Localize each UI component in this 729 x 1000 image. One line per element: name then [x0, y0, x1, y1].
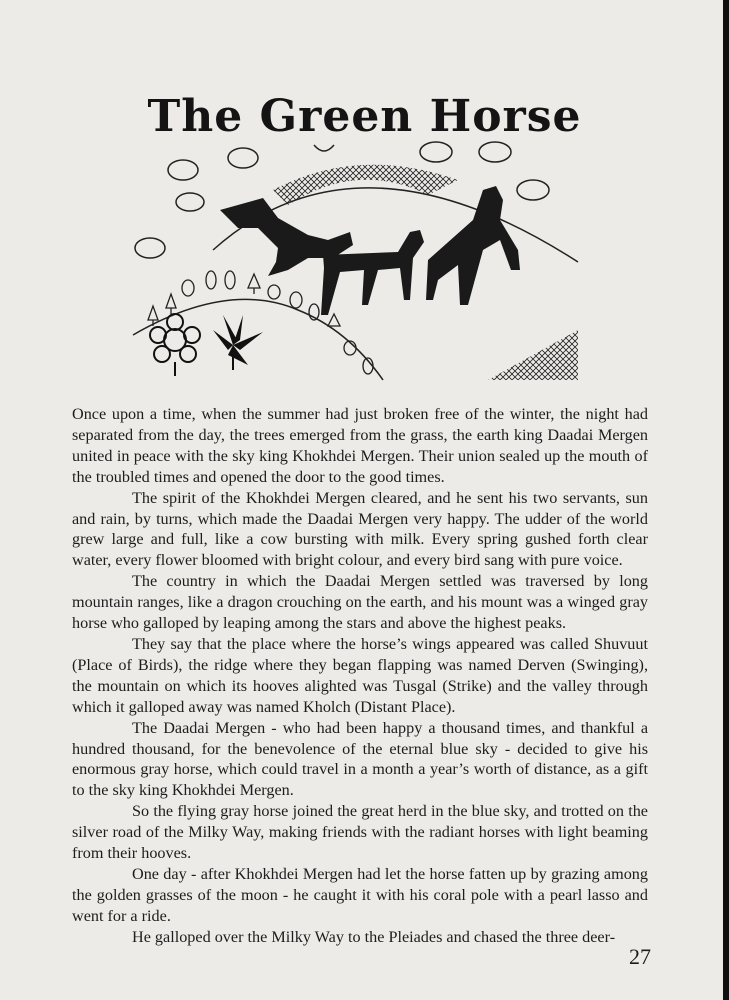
flower-icon [150, 314, 200, 376]
paragraph: One day - after Khokhdei Mergen had let the horse fatten up by grazing among the golden grasses of the moon - he caught it with his coral pole with a pearl lasso and went for a ride. [72, 864, 648, 925]
paragraph: Once upon a time, when the summer had just broken free of the winter, the night had separated from the day, the trees emerged from the grass, the earth king Daadai Mergen united in peace with the sky king Khokhdei Mergen. Their union sealed up the mouth of the troubled times and opened the door to the good times. [72, 405, 648, 486]
lotus-icon [213, 315, 263, 370]
paragraph: The country in which the Daadai Mergen settled was traversed by long mountain ranges, like a dragon crouching on the earth, and his mount was a winged gray horse who galloped by leaping among the stars and above the highest peaks. [72, 572, 648, 633]
paragraph: So the flying gray horse joined the great herd in the blue sky, and trotted on the silver road of the Milky Way, making friends with the radiant horses with light beaming from their hooves. [72, 802, 648, 863]
paragraph: The Daadai Mergen - who had been happy a thousand times, and thankful a hundred thousand, for the benevolence of the eternal blue sky - decided to give his enormous gray horse, which could travel in a month a year’s worth of distance, as a gift to the sky king Khokhdei Mergen. [72, 718, 648, 800]
paragraph: They say that the place where the horse’s wings appeared was called Shuvuut (Place of Birds), the ridge where they began flapping was named Derven (Swinging), the mountain on which its hooves alighted was Tusgal (Strike) and the valley through which it galloped away was named Kholch (Distant Place). [72, 634, 648, 716]
paragraph: He galloped over the Milky Way to the Pleiades and chased the three deer- [132, 927, 616, 946]
paragraph: The spirit of the Khokhdei Mergen cleared, and he sent his two servants, sun and rain, by turns, which made the Daadai Mergen very happy. The udder of the world grew large and full, like a cow bursting with milk. Every spring gushed forth clear water, every flower bloomed with bright colour, and every bird sang with pure voice. [72, 488, 648, 570]
horse-icon [220, 186, 520, 315]
page-number: 27 [629, 944, 651, 969]
story-text [72, 404, 648, 948]
horses-over-hill-illustration [128, 140, 583, 385]
page-title: The Green Horse [147, 91, 582, 143]
page-edge-shadow [723, 0, 729, 1000]
